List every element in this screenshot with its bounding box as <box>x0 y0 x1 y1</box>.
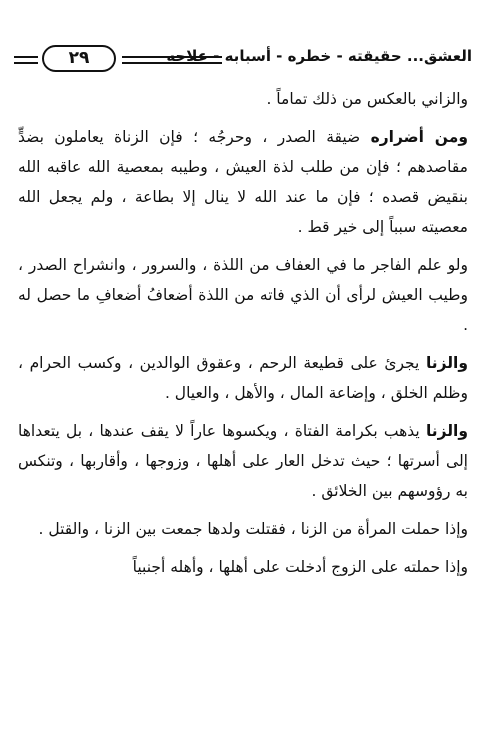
page-number: ٢٩ <box>42 45 116 72</box>
paragraph-text: ولو علم الفاجر ما في العفاف من اللذة ، والسرور ، وانشراح الصدر ، وطيب العيش لرأى أن الذي فاته من اللذة أضعافُ أضعافِ ما حصل له . <box>18 256 468 334</box>
header-rule-bottom <box>122 62 222 64</box>
paragraph-lead: ومن أضراره <box>370 128 468 146</box>
paragraph-text: يذهب بكرامة الفتاة ، ويكسوها عاراً لا يقف عندها ، بل يتعداها إلى أسرتها ؛ حيث تدخل العار على أهلها ، وزوجها ، وأقاربها ، وتنكس به رؤوسهم بين الخلائق . <box>18 422 468 500</box>
paragraph <box>18 84 468 114</box>
paragraph-text: والزاني بالعكس من ذلك تماماً . <box>266 90 468 108</box>
paragraph <box>18 122 468 242</box>
running-title: العشق... حقيقته - خطره - أسبابه - علاجه <box>166 47 472 65</box>
paragraph-lead: والزنا <box>425 354 468 372</box>
paragraph <box>18 552 468 582</box>
paragraph-text: يجرئ على قطيعة الرحم ، وعقوق الوالدين ، وكسب الحرام ، وظلم الخلق ، وإضاعة المال ، والأهل ، والعيال . <box>18 354 468 402</box>
paragraph-text: ضيقة الصدر ، وحرجُه ؛ فإن الزناة يعاملون بضدٍّ مقاصدهم ؛ فإن من طلب لذة العيش ، وطيبه بمعصية الله عاقبه الله بنقيض قصده ؛ فإن ما عند الله لا ينال إلا بطاعة ، ولم يجعل الله معصيته سبباً إلى خير قط . <box>18 128 468 236</box>
page-header <box>14 44 472 74</box>
paragraph-text: وإذا حملت المرأة من الزنا ، فقتلت ولدها جمعت بين الزنا ، والقتل . <box>38 520 468 538</box>
paragraph <box>18 250 468 340</box>
header-rule-left-top <box>14 56 38 58</box>
paragraph <box>18 514 468 544</box>
paragraph <box>18 416 468 506</box>
body-text <box>18 84 468 590</box>
paragraph-lead: والزنا <box>425 422 468 440</box>
paragraph <box>18 348 468 408</box>
paragraph-text: وإذا حملته على الزوج أدخلت على أهلها ، وأهله أجنبياً <box>132 558 468 576</box>
header-rule-top <box>122 56 222 58</box>
header-rule-left-bottom <box>14 62 38 64</box>
